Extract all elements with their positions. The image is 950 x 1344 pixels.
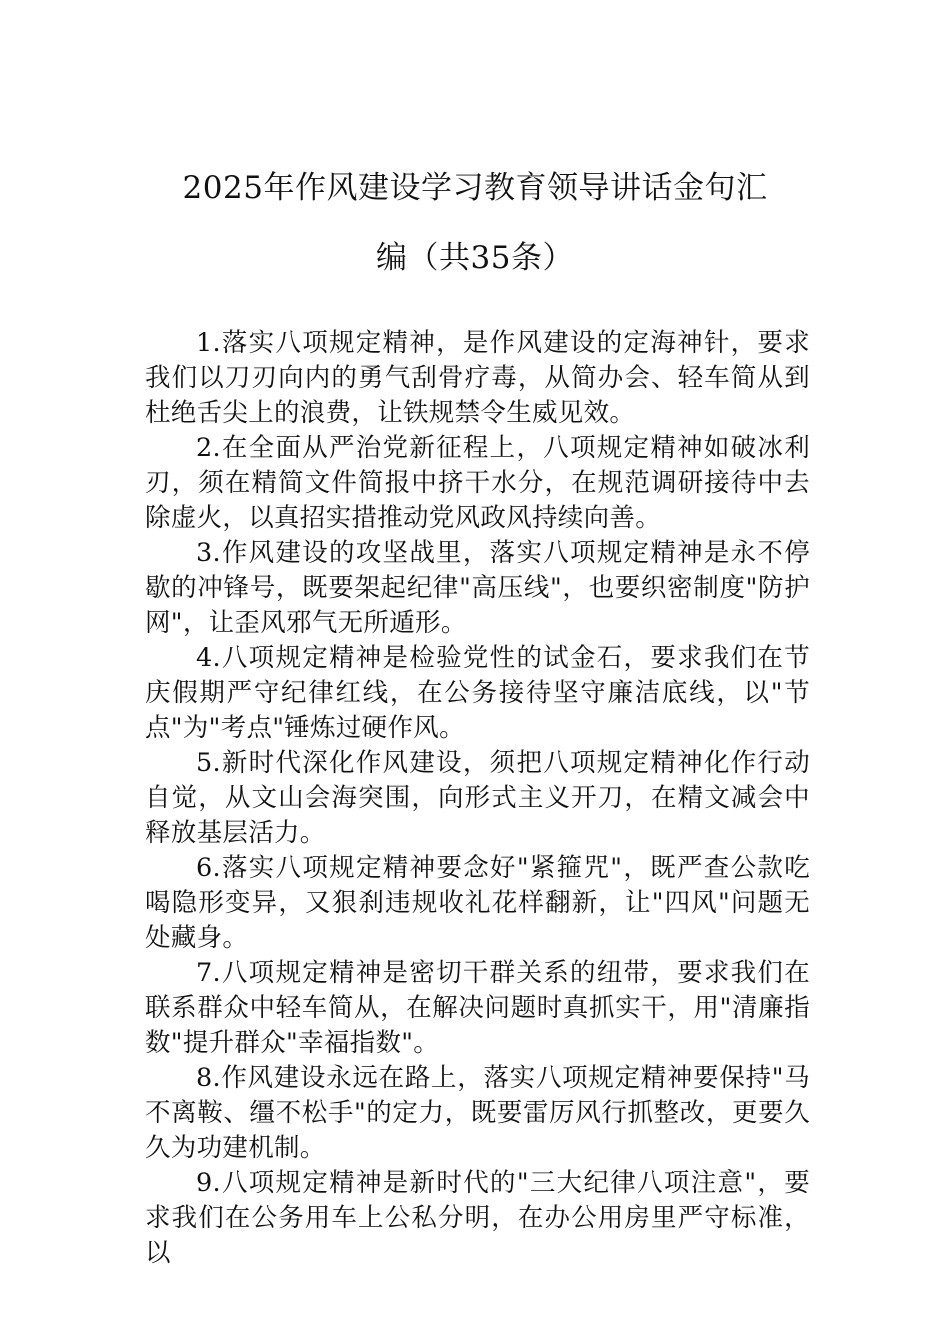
paragraph-1: 1.落实八项规定精神，是作风建设的定海神针，要求我们以刀刃向内的勇气刮骨疗毒，从简办会、轻车简从到杜绝舌尖上的浪费，让铁规禁令生威见效。 [145, 328, 810, 428]
paragraph-9: 9.八项规定精神是新时代的"三大纪律八项注意"，要求我们在公务用车上公私分明，在办公用房里严守标准，以 [145, 1168, 810, 1268]
paragraph-4: 4.八项规定精神是检验党性的试金石，要求我们在节庆假期严守纪律红线，在公务接待坚守廉洁底线，以"节点"为"考点"锤炼过硬作风。 [145, 643, 810, 743]
document-title-line-2: 编（共35条） [376, 240, 574, 276]
paragraph-3: 3.作风建设的攻坚战里，落实八项规定精神是永不停歇的冲锋号，既要架起纪律"高压线"，也要织密制度"防护网"，让歪风邪气无所遁形。 [145, 538, 810, 638]
paragraph-6: 6.落实八项规定精神要念好"紧箍咒"，既严查公款吃喝隐形变异，又狠刹违规收礼花样翻新，让"四风"问题无处藏身。 [145, 853, 810, 953]
paragraph-8: 8.作风建设永远在路上，落实八项规定精神要保持"马不离鞍、缰不松手"的定力，既要雷厉风行抓整改，更要久久为功建机制。 [145, 1063, 810, 1163]
document-body [145, 326, 810, 1271]
paragraph-7: 7.八项规定精神是密切干群关系的纽带，要求我们在联系群众中轻车简从，在解决问题时真抓实干，用"清廉指数"提升群众"幸福指数"。 [145, 958, 810, 1058]
paragraph-2: 2.在全面从严治党新征程上，八项规定精神如破冰利刃，须在精简文件简报中挤干水分，在规范调研接待中去除虚火，以真招实措推动党风政风持续向善。 [145, 433, 810, 533]
paragraph-5: 5.新时代深化作风建设，须把八项规定精神化作行动自觉，从文山会海突围，向形式主义开刀，在精文减会中释放基层活力。 [145, 748, 810, 848]
document-title-line-1: 2025年作风建设学习教育领导讲话金句汇 [182, 170, 768, 206]
